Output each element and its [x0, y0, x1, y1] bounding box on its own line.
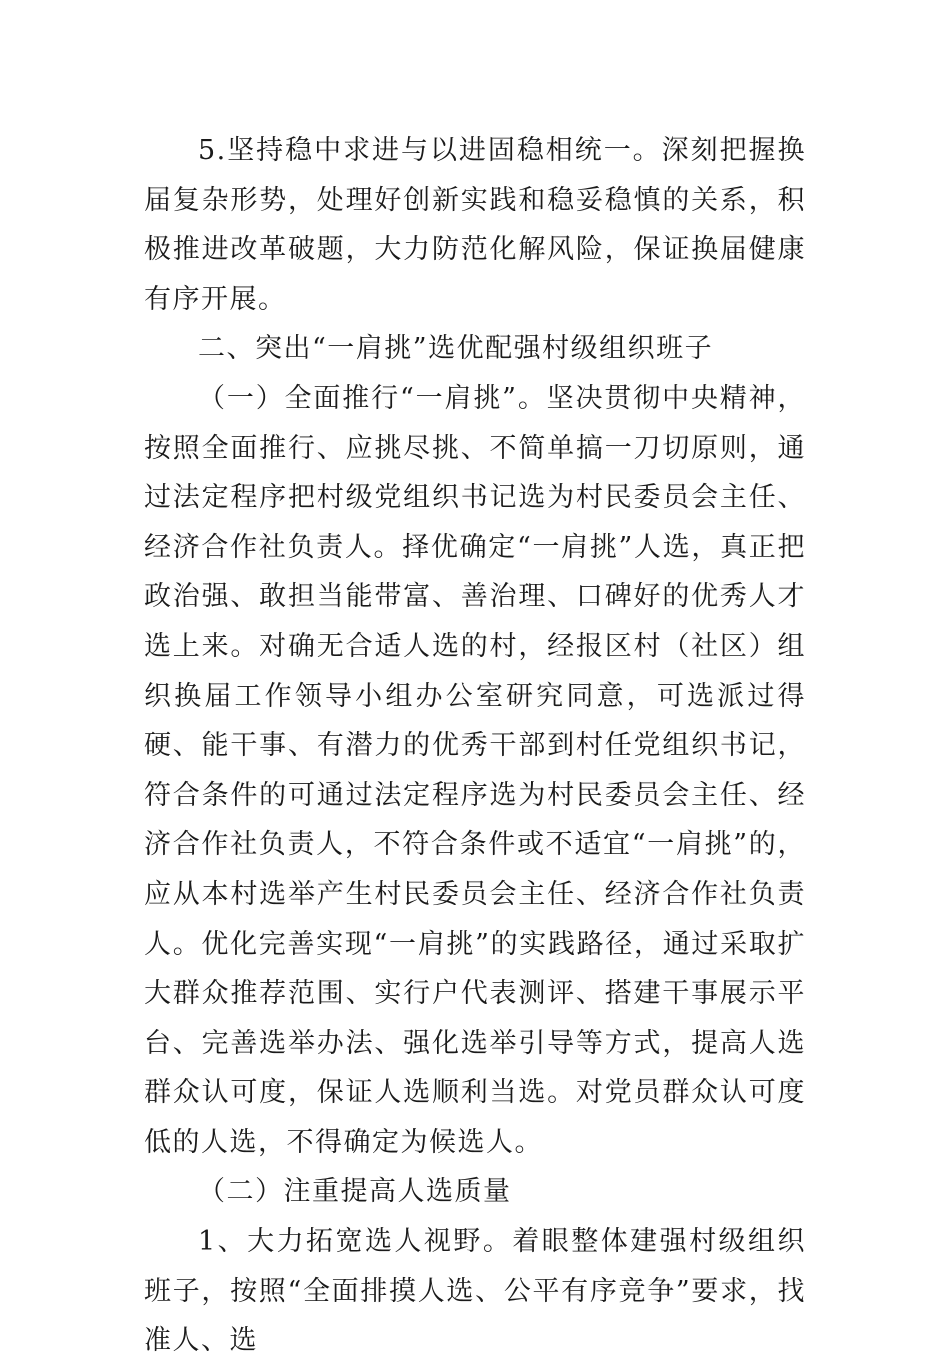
- paragraph-subsection-1: （一）全面推行“一肩挑”。坚决贯彻中央精神，按照全面推行、应挑尽挑、不简单搞一刀切原则，通过法定程序把村级党组织书记选为村民委员会主任、经济合作社负责人。择优确定“一肩挑”人选，真正把政治强、敢担当能带富、善治理、口碑好的优秀人才选上来。对确无合适人选的村，经报区村（社区）组织换届工作领导小组办公室研究同意，可选派过得硬、能干事、有潜力的优秀干部到村任党组织书记，符合条件的可通过法定程序选为村民委员会主任、经济合作社负责人，不符合条件或不适宜“一肩挑”的，应从本村选举产生村民委员会主任、经济合作社负责人。优化完善实现“一肩挑”的实践路径，通过采取扩大群众推荐范围、实行户代表测评、搭建干事展示平台、完善选举办法、强化选举引导等方式，提高人选群众认可度，保证人选顺利当选。对党员群众认可度低的人选，不得确定为候选人。: [144, 382, 806, 1158]
- paragraph-item-1: 1、大力拓宽选人视野。着眼整体建强村级组织班子，按照“全面排摸人选、公平有序竞争”要求，找准人、选: [144, 1226, 806, 1357]
- document-body: [144, 126, 806, 1366]
- paragraph-principle-5: 5.坚持稳中求进与以进固稳相统一。深刻把握换届复杂形势，处理好创新实践和稳妥稳慎的关系，积极推进改革破题，大力防范化解风险，保证换届健康有序开展。: [144, 135, 806, 315]
- section-heading-2: 二、突出“一肩挑”选优配强村级组织班子: [198, 333, 714, 365]
- subsection-heading-2: （二）注重提高人选质量: [198, 1176, 512, 1208]
